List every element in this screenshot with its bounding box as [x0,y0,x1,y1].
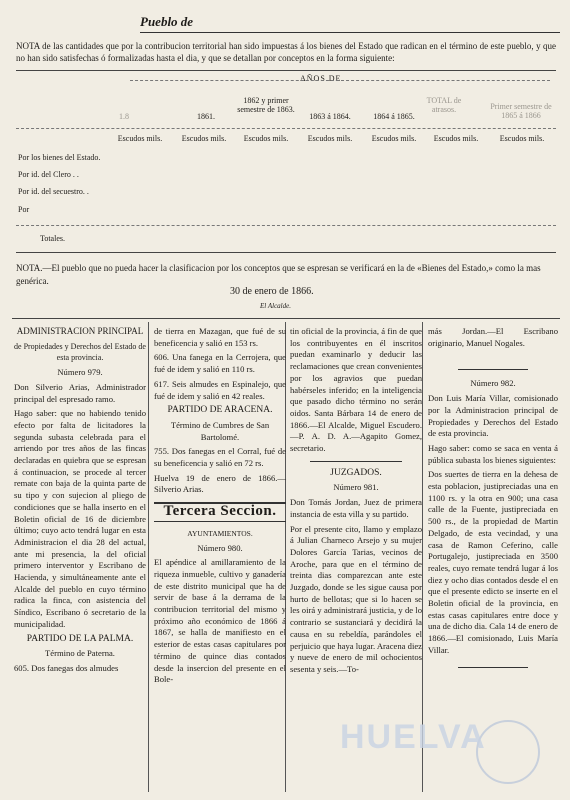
col1-paragraph: Don Silverio Arias, Administrador principal del espresado ramo. [14,381,146,404]
col2-paragraph: El apéndice al amillaramiento de la riqueza inmueble, cultivo y ganadería de este distrito municipal que ha de servir de base á la derrama de la contribucion territorial del mismo y próximo año económico de 1866 á 1867, se halla de manifiesto en el esterior de estas casas capitulares por término de quince dias contados desde la insercion del presente en el Bole- [154,557,286,685]
col-head-6: Primer semestre de 1865 á 1866 [490,102,552,120]
column-1 [14,326,146,678]
partido-la-palma: PARTIDO DE LA PALMA. [26,633,134,644]
separator-rule [458,369,528,370]
column-3 [290,326,422,679]
unit-label: Escudos mils. [433,134,479,143]
col3-paragraph: tin oficial de la provincia, á fin de que los contribuyentes en él inscritos puedan examinarlo y deducir las reclamaciones que crean convenientes por los agravios que puedan habérseles inferido; en la inteligencia que pasado dicho término no serán oidos. Santa Bárbara 14 de enero de 1866.—El Alcalde, Miguel Escudero.—P. A. D. A.—Agapito Gomez, secretario. [290,326,422,454]
admin-subheading: de Propiedades y Derechos del Estado de esta provincia. [14,341,146,363]
col4-paragraph: Hago saber: como se saca en venta á pública subasta los bienes siguientes: [428,442,558,465]
unit-label: Escudos mils. [117,134,163,143]
nota-intro: NOTA de las cantidades que por la contribucion territorial han sido impuestas á los bienes del Estado que radican en el término de este pueblo, y que no han sido satisfechas ó formalizadas hasta el dia, y que se detallan por conceptos en la forma siguiente: [16,41,556,63]
table-bottom-rule [16,252,556,253]
years-rule [130,80,550,81]
years-label: AÑOS DE [300,74,342,83]
row-label-por: Por [18,205,30,214]
unit-label: Escudos mils. [371,134,417,143]
section-rule [154,521,286,522]
partido-aracena: PARTIDO DE ARACENA. [167,405,273,416]
unit-label: Escudos mils. [307,134,353,143]
col2-paragraph: Huelva 19 de enero de 1866.—Silverio Arias. [154,472,286,495]
juzgados-heading: JUZGADOS. [330,467,382,478]
numero-980: Número 980. [197,542,243,553]
col2-paragraph: de tierra en Mazagan, que fué de su beneficencia y salió en 153 rs. [154,326,286,348]
admin-heading: ADMINISTRACION PRINCIPAL [16,326,144,336]
col2-paragraph: 755. Dos fanegas en el Corral, fué de su beneficencia y salió en 72 rs. [154,446,286,469]
col4-paragraph: Dos suertes de tierra en la dehesa de esta poblacion, justipreciadas una en 1100 rs. y la otra en 900; una casa calle de la Fuente, justipreciada en 500 rs., de la propiedad de Martin Delgado, de esta vecindad, y una casa de Ramon Ceferino, calle Portugalejo, justipreciada en 3500 reales, cuyo remate tendrá lugar á los diez y ocho dias contados desde el en que el presente edicto se inserte en el Boletin oficial de la provincia, en estas casas capitulares entre doce y una de dicho dia. Cala 14 de enero de 1866.—El comisionado, Luis María Villar. [428,469,558,655]
totals-label: Totales. [40,234,65,243]
col2-paragraph: 617. Seis almudes en Espinalejo, que fué de idem y salió en 42 reales. [154,378,286,401]
col-head-2: 1862 y primer semestre de 1863. [237,96,295,114]
row-label-estado: Por los bienes del Estado. [18,153,101,162]
tercera-seccion-title: Tercera Seccion. [163,503,277,520]
numero-981: Número 981. [333,482,379,493]
unit-label: Escudos mils. [243,134,289,143]
title-rule [140,32,560,33]
totals-rule [16,225,556,226]
col3-paragraph: Don Tomás Jordan, Juez de primera instancia de esta villa y su partido. [290,497,422,519]
col3-paragraph: Por el presente cito, llamo y emplazo á Julian Charneco Arsejo y su mujer Dolores García Tarias, vecinos de Aroche, para que en el término de treinta dias comparezcan ante este Juzgado, donde se les sigue causa por hurto de bellotas; que si lo hacen se les oirá y administrará justicia, y de lo contrario se sustanciará y decidirá la causa en su rebeldía, parándoles el perjuicio que haya lugar. Aracena diez y nueve de enero de mil ochocientos sesenta y seis.—To- [290,523,422,674]
col1-paragraph: Hago saber: que no habiendo tenido efecto por falta de licitadores la segunda subasta celebrada para el arriendo por tres años de las fincas declaradas en quiebra que se espresan á continuacion, se procede al tercer remate con baja de la quinta parte de su tipo y con sujecion al pliego de condiciones que se halla inserto en el Boletin oficial de 16 de diciembre último; cuyo acto tendrá lugar en esta Administracion el dia 28 del actual, ante mi presencia, la del oficial primero interventor y Escribano de Hacienda, y simultáneamente ante el Alcalde del pueblo en cuyo término radica la finca, con asistencia del Síndico, Escribano ó secretario de la municipalidad. [14,408,146,629]
column-4 [428,326,558,678]
col1-item: 605. Dos fanegas dos almudes [14,662,119,673]
col-head-0: 1.8 [119,112,129,121]
alcalde-signature: El Alcalde. [260,302,291,310]
numero-979: Número 979. [57,367,103,378]
table-top-rule [16,70,556,71]
col2-paragraph: 606. Una fanega en la Cerrojera, que fué de idem y salió en 110 rs. [154,352,286,375]
ayuntamientos-heading: AYUNTAMIENTOS. [187,528,253,538]
row-label-clero: Por id. del Clero . . [18,170,79,179]
col-head-1: 1861. [197,112,215,121]
watermark: HUELVA [340,718,487,756]
unit-label: Escudos mils. [181,134,227,143]
termino-paterna: Término de Paterna. [45,648,115,659]
row-label-secuestro: Por id. del secuestro. . [18,187,89,196]
document-date: 30 de enero de 1866. [230,286,314,297]
header-rule [16,128,556,129]
separator-rule [458,667,528,668]
section-rule [12,318,560,319]
col-head-3: 1863 á 1864. [309,112,351,121]
page-title: Pueblo de [140,14,194,29]
col4-paragraph: más Jordan.—El Escribano originario, Manuel Nogales. [428,326,558,348]
unit-label: Escudos mils. [499,134,545,143]
col-head-4: 1864 á 1865. [373,112,415,121]
col4-paragraph: Don Luis María Villar, comisionado por la Administracion principal de Propiedades y Derechos del Estado de esta provincia. [428,393,558,439]
column-2 [154,326,286,689]
termino-cumbres: Término de Cumbres de San Bartolomé. [170,419,270,442]
col-head-5: TOTAL de atrasos. [426,96,462,114]
numero-982: Número 982. [470,378,516,389]
nota-clasificacion: NOTA.—El pueblo que no pueda hacer la clasificacion por los conceptos que se espresan se verificará en la de «Bienes del Estado,» como la mas genérica. [16,263,541,286]
separator-rule [310,461,402,462]
